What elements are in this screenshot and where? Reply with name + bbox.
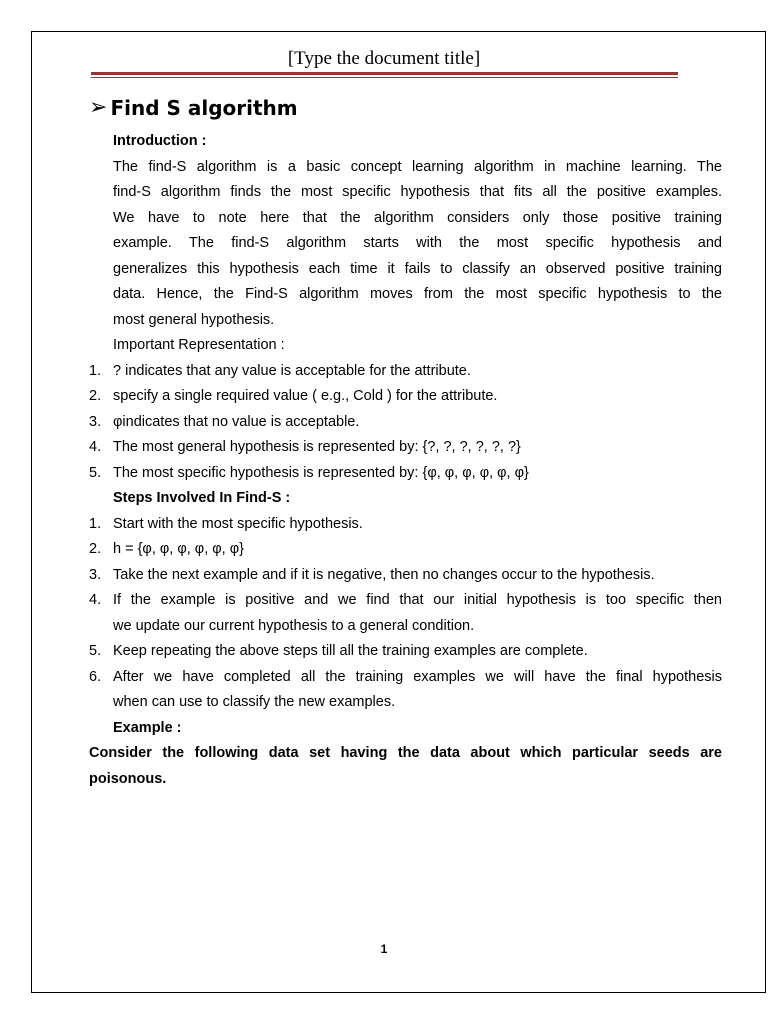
list-item-text: ? indicates that any value is acceptable for the attribute. [113, 362, 471, 379]
list-item-number: 5. [89, 464, 102, 481]
list-item-text: The most specific hypothesis is represented by: {φ, φ, φ, φ, φ, φ} [113, 464, 529, 481]
list-item-number: 1. [89, 362, 102, 379]
intro-line: The find-S algorithm is a basic concept learning algorithm in machine learning. The [113, 158, 722, 175]
list-item-text: φindicates that no value is acceptable. [113, 413, 360, 430]
document-title: [Type the document title] [287, 48, 481, 69]
list-item-text: Start with the most specific hypothesis. [113, 515, 363, 532]
representation-label: Important Representation : [113, 337, 285, 353]
list-item-text: specify a single required value ( e.g., Cold ) for the attribute. [113, 388, 498, 404]
intro-line: data. Hence, the Find-S algorithm moves from the most specific hypothesis to the [113, 286, 722, 302]
list-item [89, 588, 722, 614]
list-item [89, 435, 722, 461]
list-item [89, 359, 722, 385]
list-item-number: 2. [89, 388, 102, 404]
list-item-number: 2. [89, 541, 102, 557]
list-item-text: The most general hypothesis is represented by: {?, ?, ?, ?, ?, ?} [113, 439, 521, 455]
list-item-text: h = {φ, φ, φ, φ, φ, φ} [113, 541, 244, 557]
page-number: 1 [380, 942, 388, 956]
example-line: poisonous. [89, 770, 167, 787]
intro-line: most general hypothesis. [113, 311, 275, 328]
intro-line: We have to note here that the algorithm considers only those positive training [113, 209, 722, 226]
list-item-number: 4. [89, 592, 102, 608]
list-item [89, 512, 722, 538]
header-rule-thin [91, 77, 678, 78]
list-item-text: If the example is positive and we find that our initial hypothesis is too specific then [113, 592, 722, 608]
list-item-continuation: when can use to classify the new examples. [113, 694, 396, 710]
list-item [89, 410, 722, 436]
header-rule [91, 72, 678, 75]
arrow-bullet-icon: ➢ [89, 95, 108, 120]
list-item-number: 3. [89, 566, 102, 583]
list-item-text: Take the next example and if it is negative, then no changes occur to the hypothesis. [113, 566, 655, 583]
steps-label: Steps Involved In Find-S : [113, 490, 291, 506]
example-line: Consider the following data set having the data about which particular seeds are [89, 745, 722, 761]
list-item-number: 3. [89, 413, 102, 430]
list-item-number: 4. [89, 439, 102, 455]
list-item-text: Keep repeating the above steps till all the training examples are complete. [113, 643, 588, 659]
section-heading-text: Find S algorithm [110, 95, 298, 120]
list-item [89, 665, 722, 691]
intro-line: example. The find-S algorithm starts with the most specific hypothesis and [113, 235, 722, 251]
intro-label: Introduction : [113, 133, 207, 149]
list-item-number: 5. [89, 643, 102, 659]
list-item [89, 461, 722, 487]
intro-line: find-S algorithm finds the most specific hypothesis that fits all the positive examples. [113, 184, 722, 200]
list-item [89, 537, 722, 563]
document-body [89, 129, 722, 792]
list-item [89, 639, 722, 665]
list-item-text: After we have completed all the training examples we will have the final hypothesis [113, 668, 722, 685]
example-label: Example : [113, 719, 182, 736]
list-item-number: 1. [89, 515, 102, 532]
list-item [89, 384, 722, 410]
list-item-continuation: we update our current hypothesis to a general condition. [113, 617, 475, 634]
list-item [89, 563, 722, 589]
list-item-number: 6. [89, 668, 102, 685]
section-heading [89, 95, 298, 120]
intro-line: generalizes this hypothesis each time it fails to classify an observed positive training [113, 260, 722, 277]
